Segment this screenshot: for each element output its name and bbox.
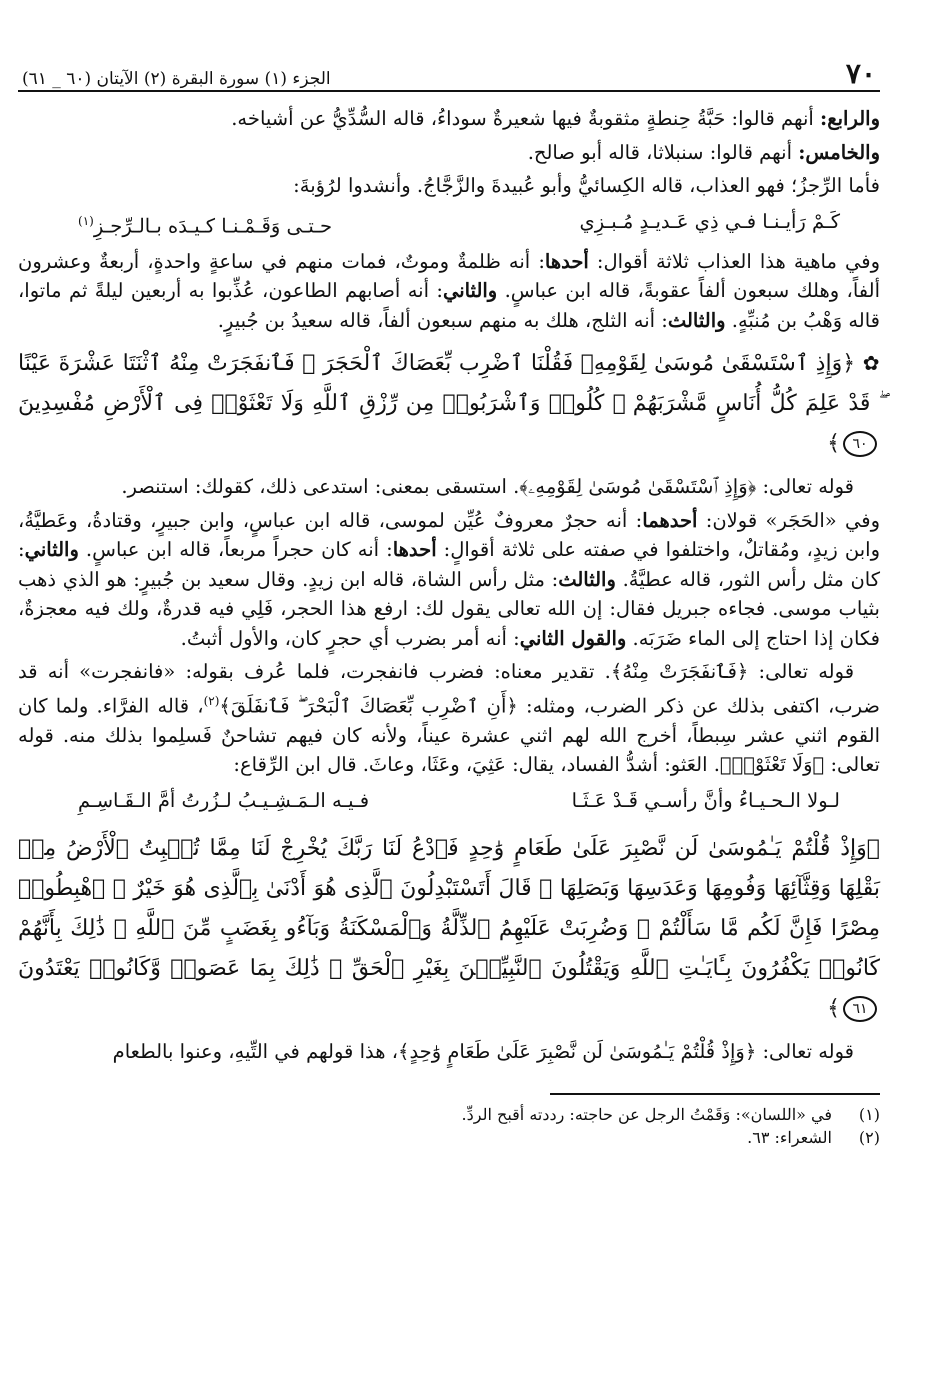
footnote-item [18,1103,880,1126]
lead-word: والقول الثاني [519,626,627,650]
text-run: : مثل رأس الشاة، قاله ابن زيدٍ. وقال سعيد بن جُبيرٍ: هو الذي ذهب بثياب موسى. فجاءه جبريل فقال: إن الله تعالى يقول لك: ارفع هذا الحجر، فَلِي فيه قدرةٌ، ولك فيه معجزةٌ، فكان إذا احتاج إلى الماء ضَرَبَه. [18,567,880,650]
text-run: : كان مثل رأس الثور، قاله عطيَّةُ. [18,538,881,591]
text-run: : أنه أمر بضرب أي حجرٍ كان، والأول أثبتُ. [180,626,520,650]
page-number: ٧٠ [845,57,876,90]
text-run: وفي ماهية هذا العذاب ثلاثة أقوال: [588,249,880,273]
poem-second-hemistich [78,207,332,241]
text-run: . استسقى بمعنى: استدعى ذلك، كقولك: استنصر. [121,475,520,498]
text-run: : أنه أصابهم الطاعون، عُذِّبوا به أربعين ليلةً ثم ماتوا، قاله وَهْبُ بن مُنبِّهٍ. [18,279,880,332]
footnote-ref-1: (١) [78,213,94,228]
commentary-hajar [18,506,880,654]
page-header [18,50,880,92]
footnote-text: في «اللسان»: وَقَمْتُ الرجل عن حاجته: رددته أقبح الردِّ. [461,1104,832,1124]
paragraph-rijz [18,171,880,201]
paragraph-text: فأما الرِّجزُ؛ فهو العذاب، قاله الكِسائيُّ وأبو عُبيدةَ والزَّجَّاجُ. وأنشدوا لرُؤبةَ: [293,174,880,197]
quoted-verse: ﴿فَٱنفَجَرَتْ مِنْهُ﴾ [610,660,749,683]
book-page [18,50,880,1339]
verse-close-bracket: ﴾ [827,996,840,1021]
quran-verse-61 [18,829,880,1029]
text-run: ، هذا قولهم في التِّيهِ، وعنوا بالطعام [112,1040,399,1063]
paragraph-text: أنهم قالوا: حَبَّةُ حِنطةٍ مثقوبةٌ فيها شعيرةٌ سوداءُ، قاله السُّدِّيُّ عن أشياخه. [231,107,821,130]
paragraph-fifth [18,138,880,168]
quoted-verse: ﴿وَلَا تَعْثَوْا۟﴾ [719,753,825,776]
text-run: : أنه الثلج، هلك به منهم سبعون ألفاً، قاله سعيدُ بن جُبيرٍ. [217,308,668,332]
poem-second-text: حـتـى وَقَـمْـنـا كـيـدَه بـالـرِّجـزِ [93,214,333,237]
text-run: قوله تعالى: [756,1040,854,1063]
text-run: ، قاله الفرَّاء. ولما كان القوم اثني عشر سِبطاً، أخرج الله لهم اثني عشرة عيناً، ولأنه كان فيهم تشاحنٌ فَسلِموا بذلك منه. قوله تعالى: [18,694,880,776]
text-run: . تقدير معناه: فضرب فانفجرت، فلما عُرف بقوله: «فانفجرت» أنه قد ضرب، اكتفى بذلك عن ذكر الضرب، ومثله: [18,660,880,717]
lead-word: والثالث [667,308,726,332]
poem-verse-ibn-riqa [18,784,880,822]
text-run: : أنه ظلمةٌ وموتٌ، فمات منهم في ساعةٍ واحدةٍ، أربعةٌ وعشرون ألفاً، وهلك سبعون ألفاً عقوبةً، قاله ابن عباسٍ. [18,249,880,302]
lead-word: أحدها [392,538,437,561]
ayah-number-mark: ٦١ [843,996,877,1022]
lead-word: والثالث [558,567,616,591]
commentary-infajarat [18,657,880,780]
verse-star-icon: ✿ [862,351,881,375]
quoted-verse: ﴿وَإِذْ قُلْتُمْ يَـٰمُوسَىٰ لَن نَّصْبِرَ عَلَىٰ طَعَامٍ وَٰحِدٍ﴾ [398,1040,757,1063]
page-body [18,104,880,1149]
verse-close-bracket: ﴾ [827,431,840,456]
poem-second-hemistich: فـيـه الـمَـشِـيـبُ لـزُرتُ أمَّ الـقَـاسِـمِ [78,788,370,812]
lead-word: أحدها [544,249,589,273]
quoted-verse: ﴿وَإِذِ ٱسْتَسْقَىٰ مُوسَىٰ لِقَوْمِهِۦ﴾ [519,475,757,498]
text-run: : أنه حجرٌ معروفٌ عُيِّن لموسى، قاله ابن عباسٍ، وابن جبيرٍ، وقتادةُ، وعَطيَّةُ، وابن زيدٍ، ومُقاتلٌ، واختلفوا في صفته على ثلاثة أقوالٍ: [18,508,880,561]
poem-verse-ruba [18,205,880,247]
commentary-taam [18,1037,880,1067]
poem-first-hemistich: كَـمْ رَأيـنـا فـي ذِي عَـديـدٍ مُـبـزِي [579,209,840,233]
verse-text: ﴿وَإِذْ قُلْتُمْ يَـٰمُوسَىٰ لَن نَّصْبِرَ عَلَىٰ طَعَامٍ وَٰحِدٍ فَٱدْعُ لَنَا رَبَّكَ يُخْرِجْ لَنَا مِمَّا تُنۢبِتُ ٱلْأَرْضُ مِنۢ بَقْلِهَا وَقِثَّآئِهَا وَفُومِهَا وَعَدَسِهَا وَبَصَلِهَا ۖ قَالَ أَتَسْتَبْدِلُونَ ٱلَّذِى هُوَ أَدْنَىٰ بِٱلَّذِى هُوَ خَيْرٌ ۚ ٱهْبِطُوا۟ مِصْرًا فَإِنَّ لَكُم مَّا سَأَلْتُمْ ۗ وَضُرِبَتْ عَلَيْهِمُ ٱلذِّلَّةُ وَٱلْمَسْكَنَةُ وَبَآءُو بِغَضَبٍ مِّنَ ٱللَّهِ ۗ ذَٰلِكَ بِأَنَّهُمْ كَانُوا۟ يَكْفُرُونَ بِـَٔايَـٰتِ ٱللَّهِ وَيَقْتُلُونَ ٱلنَّبِيِّـۧنَ بِغَيْرِ ٱلْحَقِّ ۗ ذَٰلِكَ بِمَا عَصَوا۟ وَّكَانُوا۟ يَعْتَدُونَ [18,836,880,981]
quoted-verse: ﴿أَنِ ٱضْرِب بِّعَصَاكَ ٱلْبَحْرَ ۖ فَٱنفَلَقَ﴾ [219,694,518,717]
paragraph-fourth [18,104,880,134]
text-run: . العَثو: أشدُّ الفساد، يقال: عَثِيَ، وعَثَا، وعاثَ. قال ابن الرِّقاع: [233,753,720,776]
footnote-number: (٢) [858,1127,880,1147]
footnote-divider [550,1093,880,1095]
lead-word: والخامس: [798,140,880,164]
footnotes [18,1103,880,1149]
lead-word: والثاني [24,538,79,561]
running-head: الجزء (١) سورة البقرة (٢) الآيتان (٦٠ _ ٦١) [22,69,331,89]
footnote-ref-2: (٢) [203,693,220,708]
footnote-item [18,1126,880,1149]
poem-first-hemistich: لـولا الـحـيـاءُ وأنَّ رأسـي قَـدْ عَـثَـا [571,788,840,812]
verse-text: ﴿وَإِذِ ٱسْتَسْقَىٰ مُوسَىٰ لِقَوْمِهِۦ فَقُلْنَا ٱضْرِب بِّعَصَاكَ ٱلْحَجَرَ ۖ فَٱنفَجَرَتْ مِنْهُ ٱثْنَتَا عَشْرَةَ عَيْنًا ۖ قَدْ عَلِمَ كُلُّ أُنَاسٍ مَّشْرَبَهُمْ ۖ كُلُوا۟ وَٱشْرَبُوا۟ مِن رِّزْقِ ٱللَّهِ وَلَا تَعْثَوْا۟ فِى ٱلْأَرْضِ مُفْسِدِينَ [18,351,879,416]
lead-word: والثاني [442,279,498,302]
text-run: قوله تعالى: [748,660,855,683]
paragraph-torment [18,247,880,336]
text-run: قوله تعالى: [756,475,854,498]
quran-verse-60 [18,343,880,464]
footnote-text: الشعراء: ٦٣. [747,1127,832,1147]
paragraph-text: أنهم قالوا: سنبلاثا، قاله أبو صالح. [527,140,799,164]
text-run: وفي «الحَجَر» قولان: [697,508,880,532]
footnote-number: (١) [858,1104,880,1124]
ayah-number-mark: ٦٠ [843,431,877,457]
lead-word: أحدهما [642,508,698,532]
text-run: : أنه كان حجراً مربعاً، قاله ابن عباسٍ. [78,538,393,561]
commentary-istisqa [18,472,880,502]
lead-word: والرابع: [820,107,880,130]
